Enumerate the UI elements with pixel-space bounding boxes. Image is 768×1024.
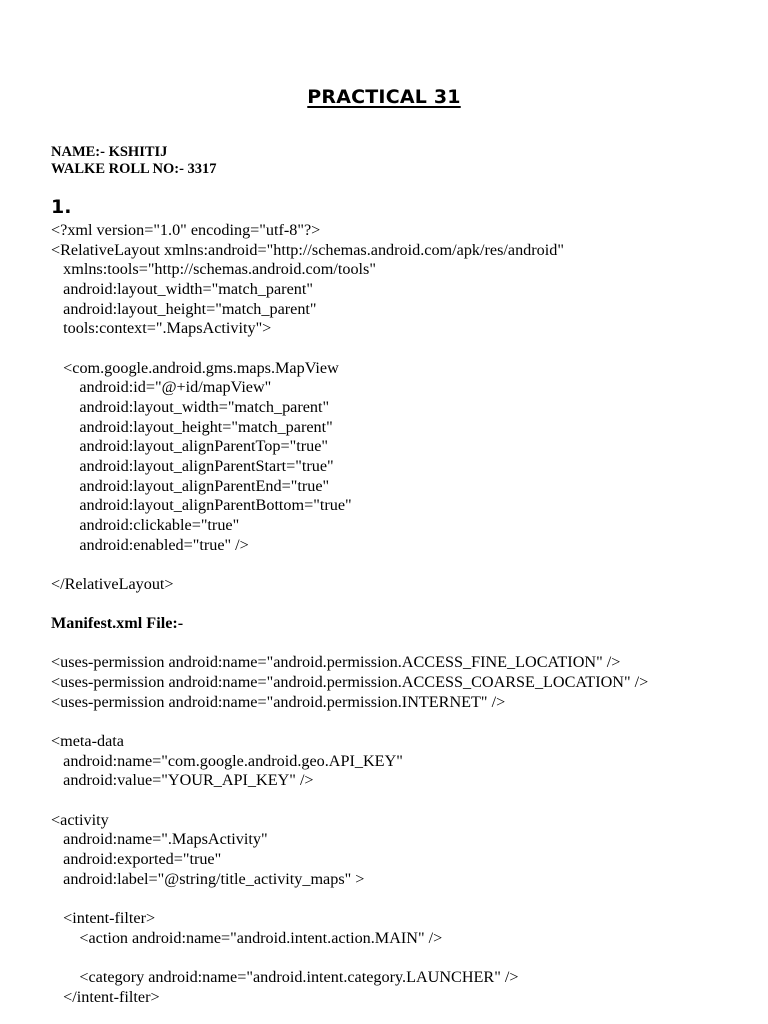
- layout-xml-line-9: android:layout_width="match_parent": [51, 397, 330, 416]
- layout-xml-line-13: android:layout_alignParentEnd="true": [51, 476, 330, 495]
- manifest-xml-line-15: [51, 948, 761, 968]
- layout-xml-line-16: android:enabled="true" />: [51, 535, 249, 554]
- layout-xml-line-14: android:layout_alignParentBottom="true": [51, 496, 352, 515]
- layout-xml-line-17: [51, 555, 761, 575]
- layout-xml-line-1: <RelativeLayout xmlns:android="http://schemas.android.com/apk/res/android": [51, 240, 564, 259]
- manifest-xml-line-7: [51, 791, 761, 811]
- blank-line: [51, 634, 761, 654]
- manifest-xml-line-5: android:name="com.google.android.geo.API_KEY": [51, 751, 403, 770]
- layout-xml-line-2: xmlns:tools="http://schemas.android.com/tools": [51, 260, 376, 279]
- manifest-xml-line-16: <category android:name="android.intent.category.LAUNCHER" />: [51, 967, 519, 986]
- manifest-xml-line-13: <intent-filter>: [51, 908, 156, 927]
- manifest-xml-line-14: <action android:name="android.intent.action.MAIN" />: [51, 928, 443, 947]
- student-name-line: NAME:- KSHITIJ: [51, 144, 168, 160]
- manifest-xml-line-12: [51, 889, 761, 909]
- layout-xml-line-11: android:layout_alignParentTop="true": [51, 437, 329, 456]
- layout-xml-line-12: android:layout_alignParentStart="true": [51, 456, 334, 475]
- manifest-xml-line-11: android:label="@string/title_activity_maps" >: [51, 869, 365, 888]
- layout-xml-line-0: <?xml version="1.0" encoding="utf-8"?>: [51, 221, 321, 239]
- section-number: 1.: [51, 196, 72, 218]
- manifest-xml-line-17: </intent-filter>: [51, 987, 160, 1006]
- student-roll-line: WALKE ROLL NO:- 3317: [51, 161, 217, 177]
- layout-xml-line-4: android:layout_height="match_parent": [51, 299, 317, 318]
- blank-line: [51, 594, 761, 614]
- page-title-text: PRACTICAL 31: [307, 86, 461, 108]
- layout-xml-line-8: android:id="@+id/mapView": [51, 378, 272, 397]
- manifest-xml-line-2: <uses-permission android:name="android.permission.INTERNET" />: [51, 692, 506, 711]
- manifest-xml-line-4: <meta-data: [51, 732, 124, 751]
- manifest-xml-line-6: android:value="YOUR_API_KEY" />: [51, 771, 314, 790]
- manifest-xml-line-1: <uses-permission android:name="android.permission.ACCESS_COARSE_LOCATION" />: [51, 673, 649, 692]
- layout-xml-line-7: <com.google.android.gms.maps.MapView: [51, 358, 339, 377]
- layout-xml-line-15: android:clickable="true": [51, 515, 240, 534]
- layout-xml-line-18: </RelativeLayout>: [51, 574, 174, 593]
- manifest-xml-line-8: <activity: [51, 810, 109, 829]
- layout-xml-line-10: android:layout_height="match_parent": [51, 417, 333, 436]
- code-block: [51, 221, 761, 1007]
- page-title: [0, 86, 768, 108]
- layout-xml-line-5: tools:context=".MapsActivity">: [51, 319, 272, 338]
- layout-xml-line-6: [51, 339, 761, 359]
- layout-xml-line-3: android:layout_width="match_parent": [51, 279, 313, 298]
- manifest-xml-line-10: android:exported="true": [51, 850, 222, 868]
- manifest-heading: Manifest.xml File:-: [51, 614, 184, 633]
- manifest-xml-line-0: <uses-permission android:name="android.permission.ACCESS_FINE_LOCATION" />: [51, 653, 621, 672]
- manifest-xml-line-3: [51, 712, 761, 732]
- manifest-xml-line-9: android:name=".MapsActivity": [51, 830, 268, 849]
